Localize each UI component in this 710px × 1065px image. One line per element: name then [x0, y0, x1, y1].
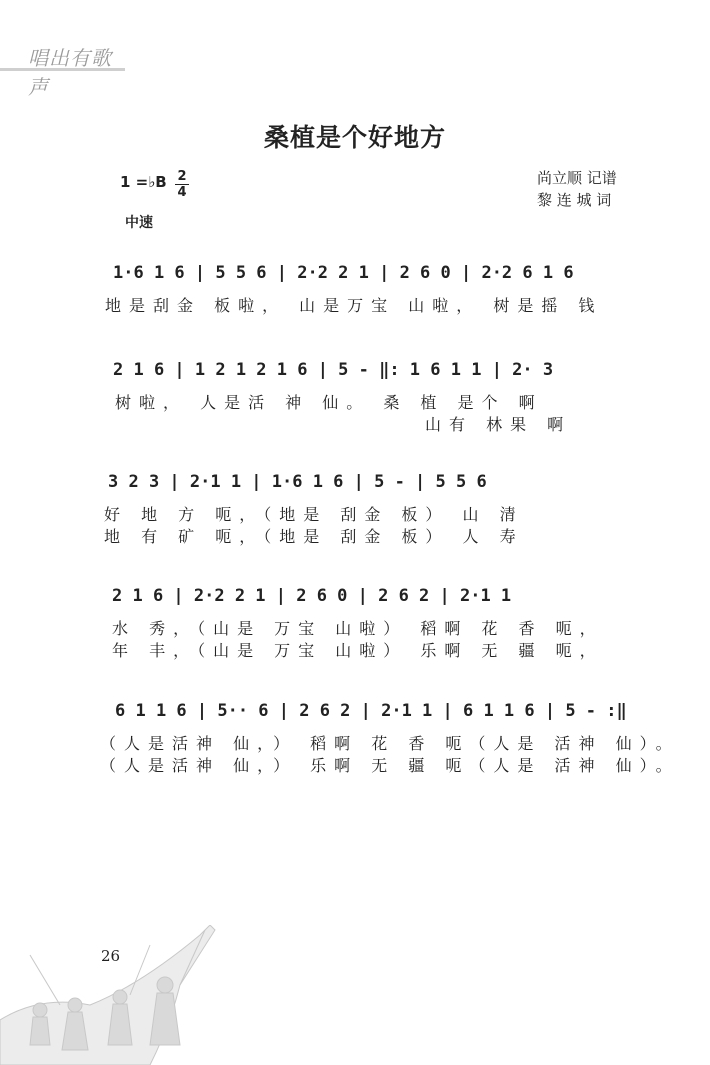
- notes: 6 1 1 6 | 5·· 6 | 2 6 2 | 2·1 1 | 6 1 1 6 | 5 - :‖: [115, 701, 627, 721]
- lyrics-line: 树啦， 人是活 神 仙。 桑 植 是个 啊: [115, 393, 543, 412]
- lyrics-line-2: 地 有 矿 呃，（地是 刮金 板） 人 寿: [104, 527, 524, 546]
- lyrics-line-2: 山有 林果 啊: [425, 415, 572, 434]
- notes: 1·6 1 6 | 5 5 6 | 2·2 2 1 | 2 6 0 | 2·2 6 1 6: [113, 263, 574, 283]
- notes: 2 1 6 | 1 2 1 2 1 6 | 5 - ‖: 1 6 1 1 | 2· 3: [113, 360, 554, 380]
- page-number: 26: [101, 947, 121, 965]
- notes: 3 2 3 | 2·1 1 | 1·6 1 6 | 5 - | 5 5 6: [108, 472, 487, 492]
- notes: 2 1 6 | 2·2 2 1 | 2 6 0 | 2 6 2 | 2·1 1: [112, 586, 512, 606]
- meter-bottom: 4: [177, 185, 187, 200]
- lyrics-line: 水 秀，（山是 万宝 山啦） 稻啊 花 香 呃，: [112, 619, 604, 638]
- lyrics-line: （人是活神 仙，） 稻啊 花 香 呃（人是 活神 仙）。: [100, 734, 680, 753]
- song-title: 桑植是个好地方: [263, 123, 446, 152]
- header-logo: [0, 40, 130, 100]
- time-signature: [175, 170, 189, 199]
- header-logo-text: 唱出有歌声: [28, 46, 112, 99]
- lyrics-line: 地是刮金 板啦， 山是万宝 山啦， 树是摇 钱: [105, 296, 603, 315]
- credit-notation: 尚立顺 记谱: [537, 169, 617, 187]
- decorative-dancers-illustration: [0, 925, 230, 1065]
- meter-top: 2: [177, 169, 187, 184]
- lyrics-line: 好 地 方 呃，（地是 刮金 板） 山 清: [104, 505, 524, 524]
- credit-lyricist: 黎 连 城 词: [537, 191, 612, 209]
- credits: [537, 167, 617, 211]
- lyrics-line-2: 年 丰，（山是 万宝 山啦） 乐啊 无 疆 呃，: [112, 641, 604, 660]
- key-signature: 1 =♭B: [120, 173, 167, 191]
- tempo-mark: 中速: [125, 215, 153, 231]
- lyrics-line-2: （人是活神 仙，） 乐啊 无 疆 呃（人是 活神 仙）。: [100, 756, 680, 775]
